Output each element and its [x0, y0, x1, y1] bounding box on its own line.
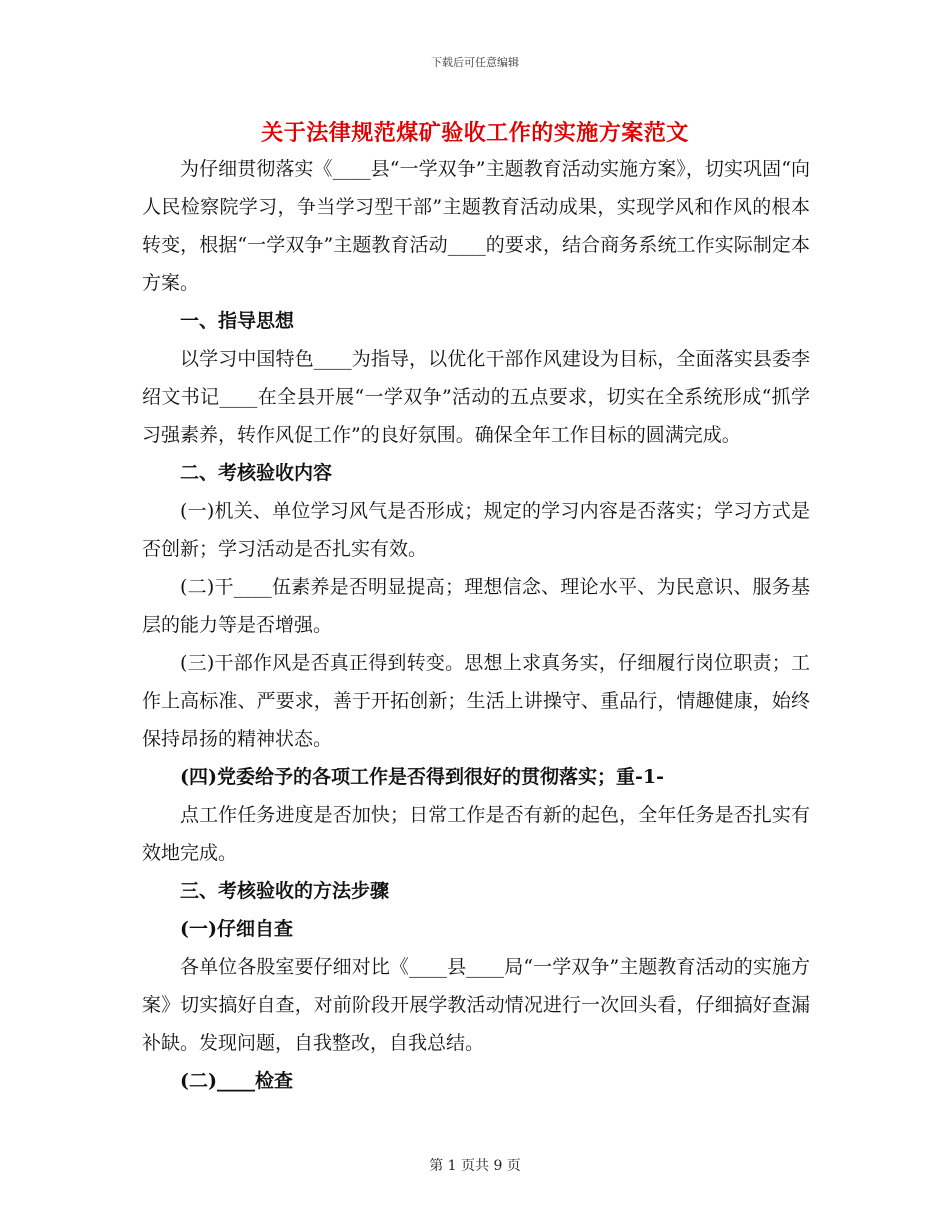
- paragraph: (一)机关、单位学习风气是否形成；规定的学习内容是否落实；学习方式是否创新；学习活动是否扎实有效。: [142, 500, 810, 560]
- paragraph: 点工作任务进度是否加快；日常工作是否有新的起色，全年任务是否扎实有效地完成。: [142, 804, 810, 864]
- document-body: [142, 150, 810, 1100]
- page-footer: 第 1 页共 9 页: [429, 1158, 521, 1174]
- section-heading: 三、考核验收的方法步骤: [180, 880, 390, 902]
- section-heading: 一、指导思想: [180, 310, 295, 332]
- page-header: 下载后可任意编辑: [431, 56, 519, 69]
- document-title: 关于法律规范煤矿验收工作的实施方案范文: [261, 120, 689, 146]
- section-heading: (二)____检查: [180, 1070, 293, 1092]
- paragraph: 以学习中国特色____为指导，以优化干部作风建设为目标，全面落实县委李绍文书记____在全县开展“一学双争”活动的五点要求，切实在全系统形成“抓学习强素养，转作风促工作”的良好氛围。确保全年工作目标的圆满完成。: [142, 348, 810, 446]
- paragraph: (二)干____伍素养是否明显提高；理想信念、理论水平、为民意识、服务基层的能力等是否增强。: [142, 576, 810, 636]
- paragraph: (三)干部作风是否真正得到转变。思想上求真务实，仔细履行岗位职责；工作上高标准、严要求，善于开拓创新；生活上讲操守、重品行，情趣健康，始终保持昂扬的精神状态。: [142, 652, 810, 750]
- section-heading: (四)党委给予的各项工作是否得到很好的贯彻落实；重-1-: [180, 766, 664, 788]
- section-heading: (一)仔细自查: [180, 918, 293, 940]
- paragraph: 为仔细贯彻落实《____县“一学双争”主题教育活动实施方案》，切实巩固“向人民检察院学习，争当学习型干部”主题教育活动成果，实现学风和作风的根本转变，根据“一学双争”主题教育活动____的要求，结合商务系统工作实际制定本方案。: [142, 158, 810, 294]
- paragraph: 各单位各股室要仔细对比《____县____局“一学双争”主题教育活动的实施方案》切实搞好自查，对前阶段开展学教活动情况进行一次回头看，仔细搞好查漏补缺。发现问题，自我整改，自我总结。: [142, 956, 810, 1054]
- section-heading: 二、考核验收内容: [180, 462, 333, 484]
